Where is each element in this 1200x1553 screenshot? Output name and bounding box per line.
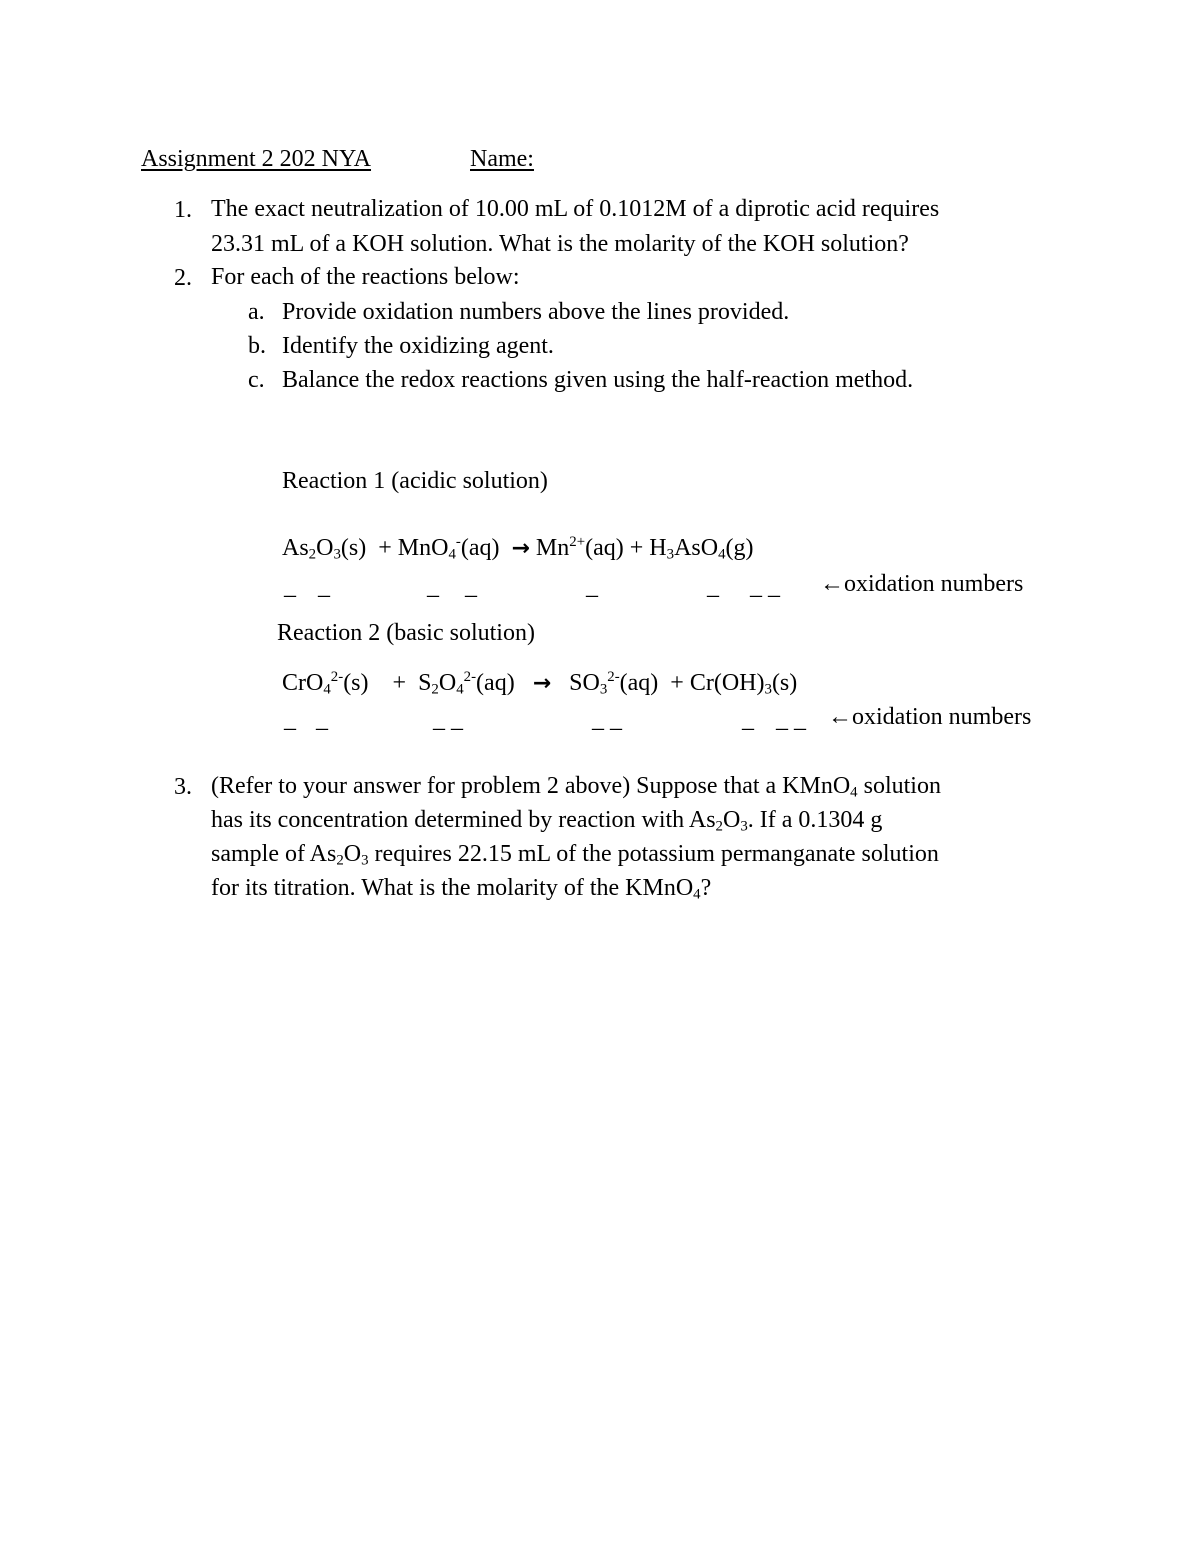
plus-sign: + [629, 535, 644, 561]
q2-item-b-text: Identify the oxidizing agent. [282, 333, 554, 359]
q2-item-a-text: Provide oxidation numbers above the lines provided. [282, 299, 790, 325]
subscript: 4 [850, 784, 858, 801]
charge-superscript: 2- [330, 669, 344, 686]
assignment-title: Assignment 2 202 NYA [141, 146, 372, 172]
ox-blank: _ [427, 574, 439, 600]
subscript: 4 [693, 886, 701, 903]
ox-blank: _ [318, 574, 330, 600]
q1-line-2: 23.31 mL of a KOH solution. What is the molarity of the KOH solution? [211, 231, 909, 257]
ox-blank: _ _ [776, 707, 806, 733]
reaction-2-title: Reaction 2 (basic solution) [277, 620, 535, 646]
ox-blank: _ [465, 574, 477, 600]
formula-text: SO [569, 670, 600, 696]
formula-text: CrO [282, 670, 324, 696]
state-label: (s) [343, 670, 369, 696]
q3-line-4 [211, 875, 712, 903]
reaction-1-title: Reaction 1 (acidic solution) [282, 468, 548, 494]
ox-blank: _ [586, 574, 598, 600]
state-label: (s) [340, 535, 367, 561]
reaction-arrow-icon: → [532, 671, 552, 696]
subscript: 4 [448, 546, 456, 563]
reaction-2-equation [282, 669, 798, 698]
q2-item-a-letter: a. [248, 299, 265, 325]
q3-text: requires 22.15 mL of the potassium permanganate solution [368, 841, 939, 867]
state-label: (aq) [585, 535, 624, 561]
subscript: 3 [764, 681, 772, 698]
formula-text: S [418, 670, 432, 696]
subscript: 4 [456, 681, 464, 698]
state-label: (aq) [476, 670, 515, 696]
ox-blank: _ [316, 707, 328, 733]
charge-superscript: 2+ [569, 534, 586, 551]
subscript: 3 [740, 818, 748, 835]
q1-number: 1. [174, 197, 192, 223]
ox-blank: _ _ [592, 707, 622, 733]
q3-text: ? [700, 875, 712, 901]
q2-item-c-text: Balance the redox reactions given using the half-reaction method. [282, 367, 914, 393]
oxidation-numbers-label: ←oxidation numbers [828, 704, 1032, 730]
plus-sign: + [392, 670, 407, 696]
charge-superscript: 2- [607, 669, 620, 686]
q2-item-c-letter: c. [248, 367, 265, 393]
charge-superscript: - [455, 534, 461, 551]
ox-blank: _ [284, 707, 296, 733]
charge-superscript: 2- [463, 669, 477, 686]
formula-text: MnO [397, 535, 449, 561]
subscript: 3 [361, 852, 369, 869]
q3-text: (Refer to your answer for problem 2 above) Suppose that a KMnO [211, 773, 851, 799]
q2-item-b-letter: b. [248, 333, 266, 359]
ox-blank: _ _ [750, 574, 780, 600]
subscript: 3 [599, 681, 608, 698]
state-label: (aq) [460, 535, 500, 561]
state-label: (g) [725, 535, 754, 561]
q3-line-2 [211, 807, 883, 835]
ox-blank: _ [707, 574, 719, 600]
q3-text: has its concentration determined by reaction with As [211, 807, 716, 833]
subscript: 2 [431, 681, 439, 698]
q3-text: . If a 0.1304 g [747, 807, 883, 833]
q3-text: sample of As [211, 841, 337, 867]
formula-text: Mn [535, 535, 570, 561]
formula-text: O [438, 670, 457, 696]
state-label: (aq) [619, 670, 659, 696]
state-label: (s) [771, 670, 798, 696]
formula-text: H [649, 535, 667, 561]
subscript: 2 [336, 852, 344, 869]
q1-line-1: The exact neutralization of 10.00 mL of 0.1012M of a diprotic acid requires [211, 196, 940, 222]
q2-number: 2. [174, 265, 192, 291]
plus-sign: + [670, 670, 684, 696]
q3-text: O [343, 841, 362, 867]
plus-sign: + [378, 535, 392, 561]
subscript: 4 [323, 681, 331, 698]
ox-blank: _ _ [433, 707, 463, 733]
reaction-arrow-icon: → [511, 536, 530, 561]
subscript: 2 [308, 546, 317, 563]
subscript: 4 [718, 546, 726, 563]
reaction-1-equation [282, 534, 754, 563]
formula-text: As [282, 535, 309, 561]
q3-text: solution [857, 773, 941, 799]
oxidation-numbers-label: ←oxidation numbers [820, 571, 1024, 597]
q3-text: for its titration. What is the molarity of the KMnO [211, 875, 694, 901]
q2-text: For each of the reactions below: [211, 264, 520, 290]
q3-line-3 [211, 841, 939, 869]
ox-blank: _ [284, 574, 296, 600]
formula-text: Cr(OH) [689, 670, 765, 696]
q3-text: O [722, 807, 741, 833]
subscript: 3 [666, 546, 675, 563]
name-label: Name: [470, 146, 534, 172]
formula-text: AsO [674, 535, 719, 561]
q3-line-1 [211, 773, 941, 801]
q3-number: 3. [174, 774, 192, 800]
formula-text: O [316, 535, 334, 561]
subscript: 3 [333, 546, 341, 563]
subscript: 2 [715, 818, 723, 835]
ox-blank: _ [742, 707, 754, 733]
